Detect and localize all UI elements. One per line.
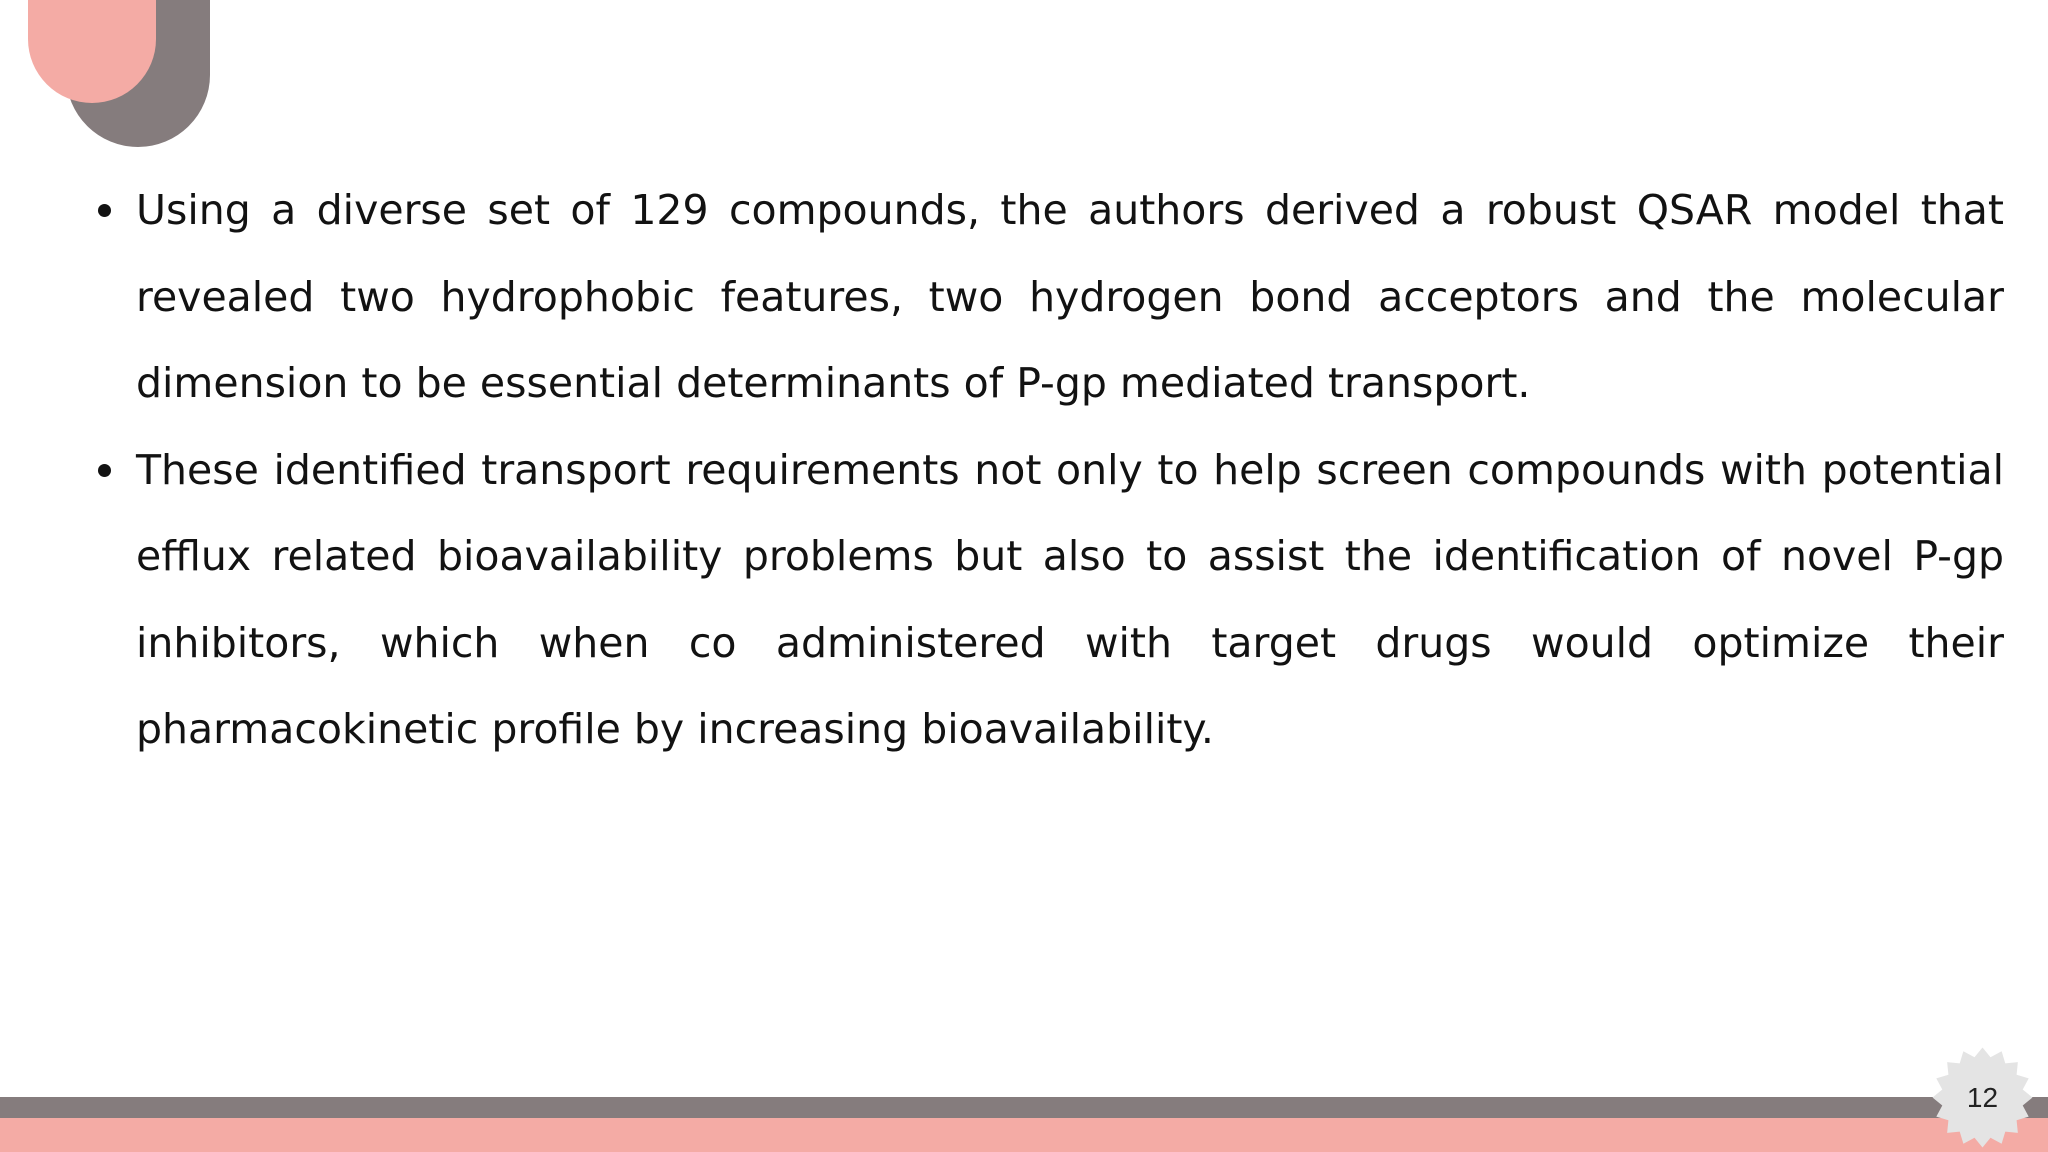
page-number-badge xyxy=(1930,1045,2035,1150)
footer-bar-pink xyxy=(0,1118,2048,1152)
slide-content xyxy=(96,167,2004,773)
bullet-item xyxy=(96,167,2004,427)
footer-bar-grey xyxy=(0,1097,2048,1118)
bullet-text: These identified transport requirements not only to help screen compounds with potential efflux related bioavailability problems but also to assist the identification of novel P-gp inhibitors, which when co administered with target drugs would optimize their pharmacokinetic profile by increasing bioavailability. xyxy=(136,445,2004,753)
bullet-list xyxy=(96,167,2004,773)
bullet-item xyxy=(96,427,2004,773)
bullet-dot-icon xyxy=(98,464,111,477)
page-number: 12 xyxy=(1966,1082,1999,1113)
bullet-dot-icon xyxy=(98,204,111,217)
bullet-text: Using a diverse set of 129 compounds, the authors derived a robust QSAR model that revealed two hydrophobic features, two hydrogen bond acceptors and the molecular dimension to be essential determinants of P-gp mediated transport. xyxy=(136,186,2004,407)
